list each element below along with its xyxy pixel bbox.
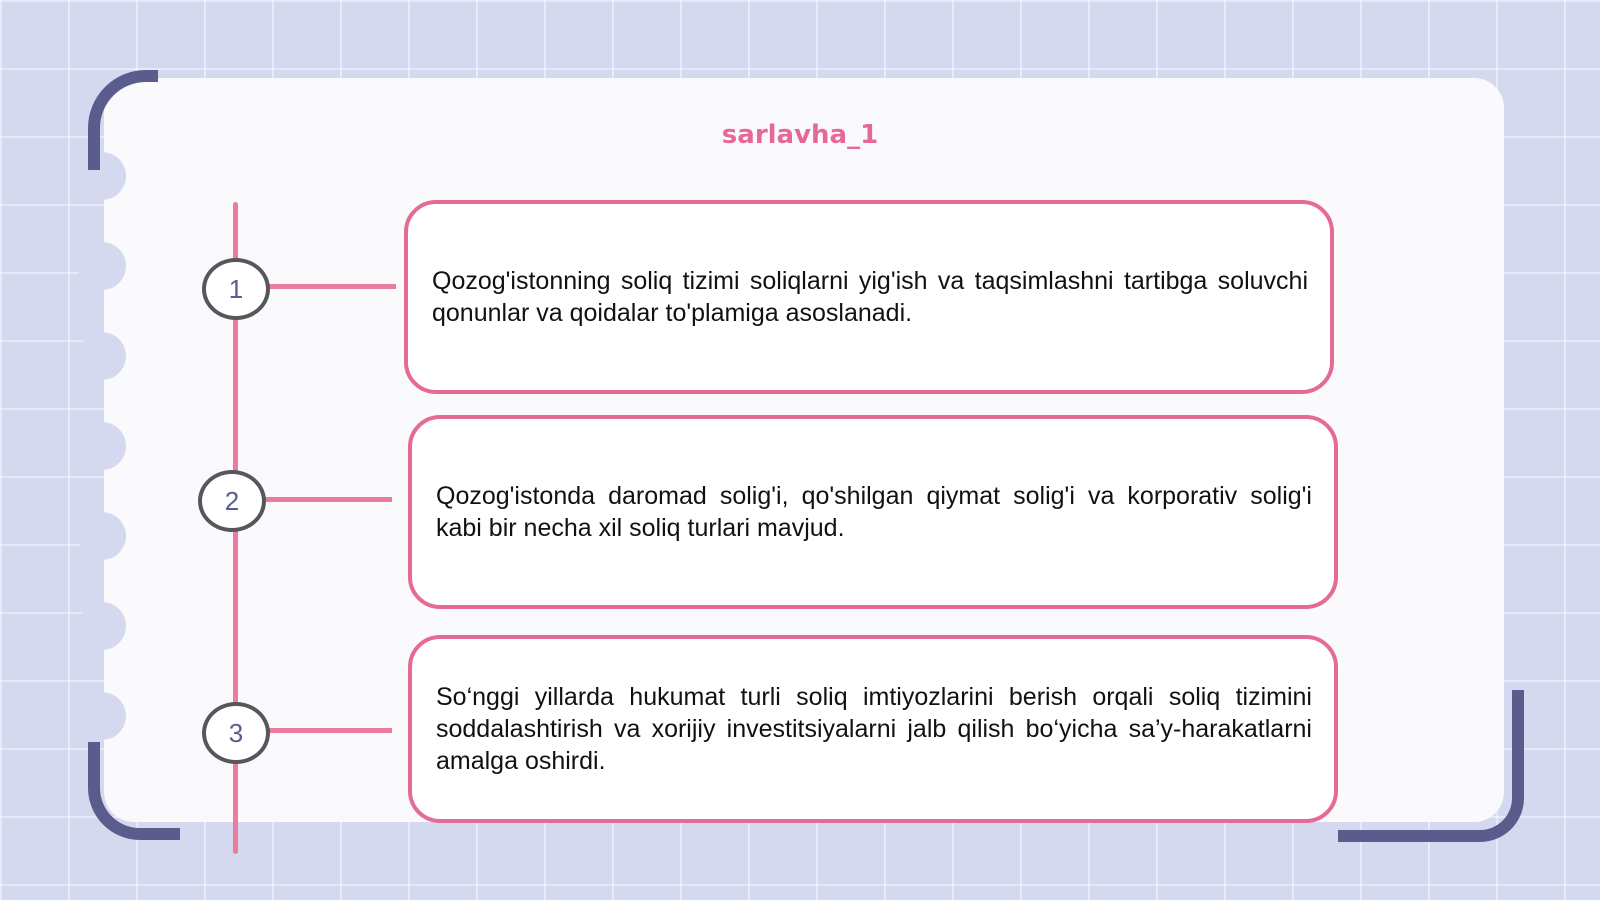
slide-title: sarlavha_1 bbox=[721, 120, 879, 150]
corner-bracket-bottom-right bbox=[1338, 690, 1524, 842]
step-number-badge bbox=[202, 702, 270, 764]
info-text: Qozog'istonda daromad solig'i, qo'shilgan qiymat solig'i va korporativ solig'i kabi bir necha xil soliq turlari mavjud. bbox=[436, 482, 1312, 542]
timeline-connector bbox=[258, 497, 392, 502]
step-number: 3 bbox=[228, 717, 244, 748]
timeline-connector bbox=[262, 728, 392, 733]
card-notch bbox=[78, 512, 126, 560]
info-text: Qozog'istonning soliq tizimi soliqlarni yig'ish va taqsimlashni tartibga soluvchi qonunlar va qoidalar to'plamiga asoslanadi. bbox=[432, 267, 1308, 327]
card-notch bbox=[78, 692, 126, 740]
card-notch bbox=[78, 332, 126, 380]
card-notch bbox=[78, 602, 126, 650]
timeline-connector bbox=[262, 284, 396, 289]
step-number-badge bbox=[198, 470, 266, 532]
info-box bbox=[408, 635, 1338, 823]
step-number-badge bbox=[202, 258, 270, 320]
card-notch bbox=[78, 422, 126, 470]
card-notch bbox=[78, 242, 126, 290]
info-box bbox=[408, 415, 1338, 609]
step-number: 1 bbox=[228, 273, 244, 304]
info-box bbox=[404, 200, 1334, 394]
step-number: 2 bbox=[224, 485, 240, 516]
info-text: So‘nggi yillarda hukumat turli soliq imtiyozlarini berish orqali soliq tizimini soddalashtirish va xorijiy investitsiyalarni jalb qilish bo‘yicha sa’y-harakatlarni amalga oshirdi. bbox=[436, 683, 1312, 775]
corner-bracket-bottom-left bbox=[88, 742, 180, 840]
